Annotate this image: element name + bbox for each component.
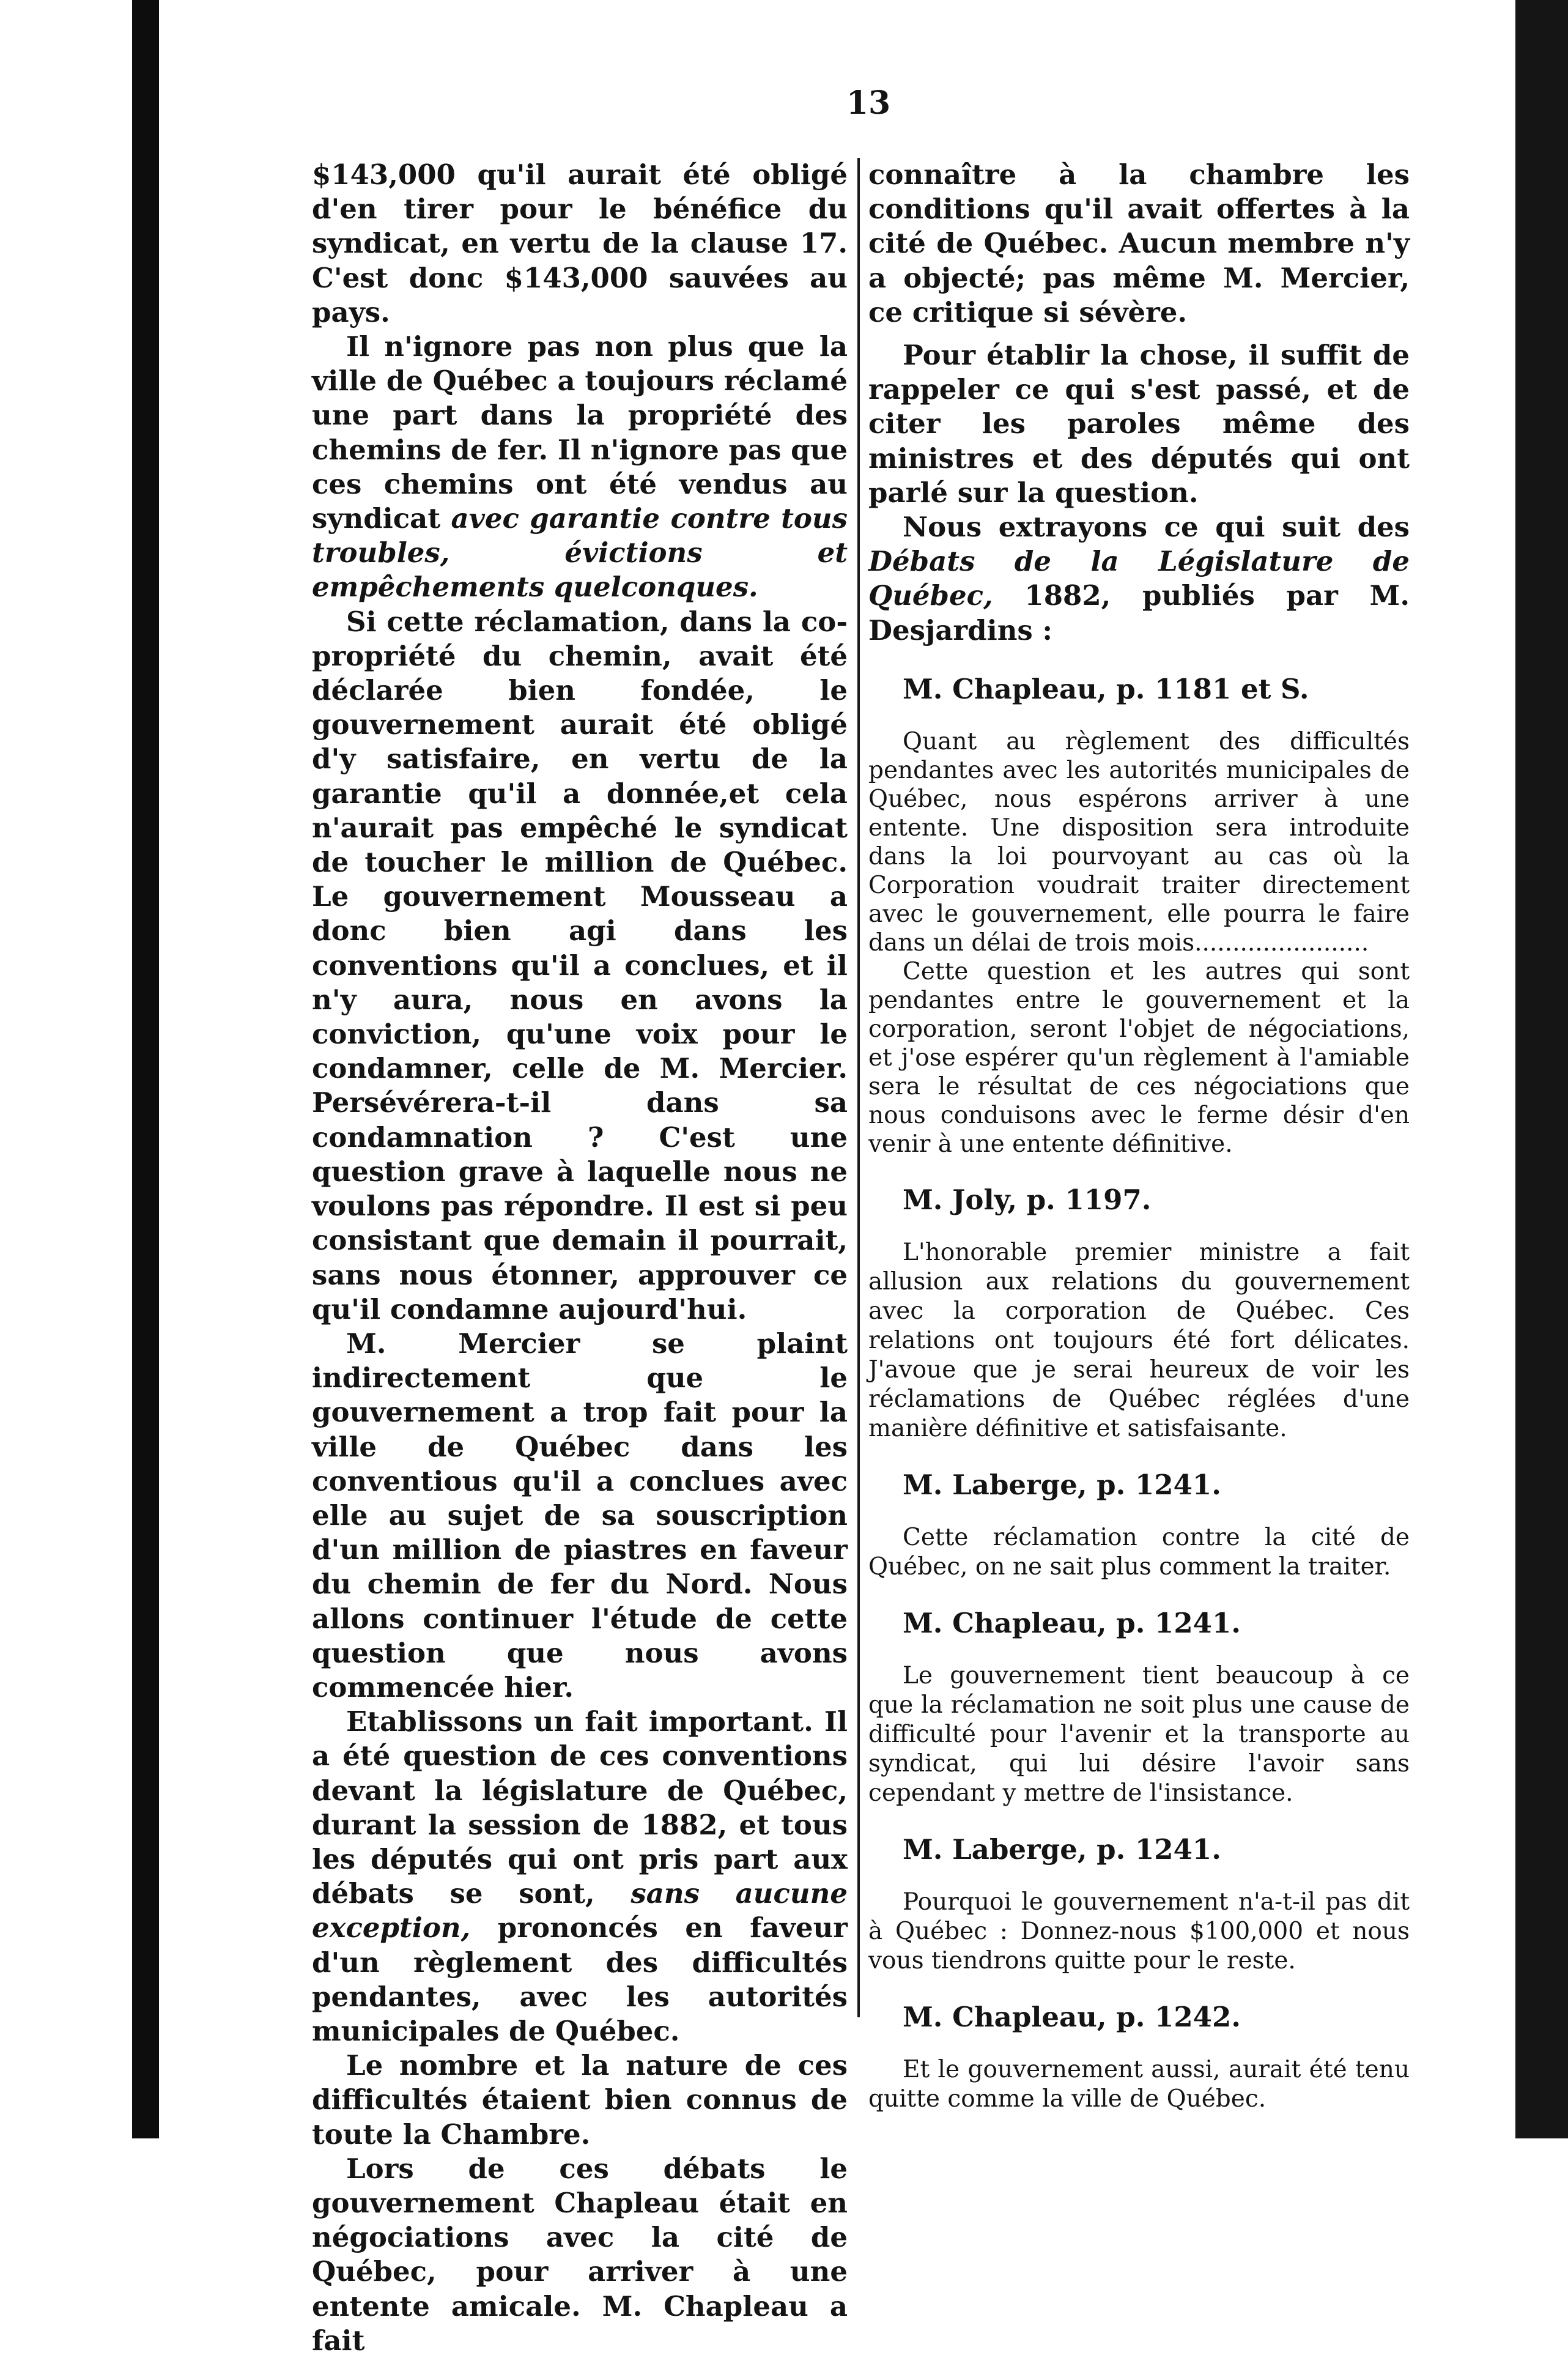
paragraph: connaître à la chambre les conditions qu'il avait offertes à la cité de Québec. Aucun membre n'y a objecté; pas même M. Mercier, ce critique si sévère.: [868, 158, 1410, 328]
speaker-heading: M. Joly, p. 1197.: [903, 1183, 1152, 1216]
paragraph: [312, 1705, 848, 2048]
right-column: [868, 158, 1410, 2114]
page-number: 13: [846, 84, 891, 122]
scan-right-edge: [1515, 0, 1568, 2138]
quote-paragraph: Et le gouvernement aussi, aurait été tenu quitte comme la ville de Québec.: [868, 2055, 1410, 2113]
paragraph: Pour établir la chose, il suffit de rappeler ce qui s'est passé, et de citer les paroles même des ministres et des députés qui ont parlé sur la question.: [868, 339, 1410, 509]
italic-text: avec garantie contre tous troubles, évictions et empêchements quelconques.: [312, 502, 848, 604]
speaker-heading: M. Laberge, p. 1241.: [903, 1833, 1221, 1866]
text-run: Il n'ignore pas non plus que la ville de Québec a toujours réclamé une part dans la propriété des chemins de fer. Il n'ignore pas que ces chemins ont été vendus au syndicat: [312, 330, 848, 535]
paragraph: $143,000 qu'il aurait été obligé d'en tirer pour le bénéfice du syndicat, en vertu de la clause 17. C'est donc $143,000 sauvées au pays.: [312, 158, 848, 328]
speaker-heading: M. Chapleau, p. 1242.: [903, 2000, 1241, 2033]
quote-paragraph: L'honorable premier ministre a fait allusion aux relations du gouvernement avec la corporation de Québec. Ces relations ont toujours été fort délicates. J'avoue que je serai heureux de voir les réclamations de Québec réglées d'une manière définitive et satisfaisante.: [868, 1238, 1410, 1442]
column-divider: [857, 158, 860, 2017]
speaker-heading: M. Chapleau, p. 1241.: [903, 1606, 1241, 1639]
text-run: Nous extrayons ce qui suit des: [903, 511, 1410, 544]
italic-text: sans aucune exception,: [312, 1877, 848, 1945]
quote-paragraph: Le gouvernement tient beaucoup à ce que la réclamation ne soit plus une cause de difficulté pour l'avenir et la transporte au syndicat, qui lui désire l'avoir sans cependant y mettre de l'insistance.: [868, 1661, 1410, 1807]
paragraph: M. Mercier se plaint indirectement que le gouvernement a trop fait pour la ville de Québec dans les conventious qu'il a conclues avec elle au sujet de sa souscription d'un million de piastres en faveur du chemin de fer du Nord. Nous allons continuer l'étude de cette question que nous avons commencée hier.: [312, 1327, 848, 1704]
text-run: Etablissons un fait important. Il a été question de ces conventions devant la législature de Québec, durant la session de 1882, et tous les députés qui ont pris part aux débats se sont,: [312, 1705, 848, 1910]
quote-paragraph: Pourquoi le gouvernement n'a-t-il pas dit à Québec : Donnez-nous $100,000 et nous vous tiendrons quitte pour le reste.: [868, 1888, 1410, 1974]
quote-paragraph: Quant au règlement des difficultés pendantes avec les autorités municipales de Québec, nous espérons arriver à une entente. Une disposition sera introduite dans la loi pourvoyant au cas où la Corporation voudrait traiter directement avec le gouvernement, elle pourra le faire dans un délai de trois mois.......................: [868, 727, 1410, 957]
paragraph: Le nombre et la nature de ces difficultés étaient bien connus de toute la Chambre.: [312, 2049, 848, 2151]
paragraph: [868, 510, 1410, 648]
quote-paragraph: Cette réclamation contre la cité de Québec, on ne sait plus comment la traiter.: [868, 1523, 1410, 1581]
speaker-heading: M. Laberge, p. 1241.: [903, 1468, 1221, 1501]
speaker-heading: M. Chapleau, p. 1181 et S.: [903, 672, 1309, 705]
paragraph: [312, 330, 848, 605]
left-column: [312, 158, 848, 2358]
text-run: prononcés en faveur d'un règlement des difficultés pendantes, avec les autorités municipales de Québec.: [312, 1911, 848, 2047]
quote-paragraph: Cette question et les autres qui sont pendantes entre le gouvernement et la corporation, seront l'objet de négociations, et j'ose espérer qu'un règlement à l'amiable sera le résultat de ces négociations que nous conduisons avec le ferme désir d'en venir à une entente définitive.: [868, 957, 1410, 1158]
paragraph: Lors de ces débats le gouvernement Chapleau était en négociations avec la cité de Québec, pour arriver à une entente amicale. M. Chapleau a fait: [312, 2152, 848, 2357]
paragraph: Si cette réclamation, dans la co-propriété du chemin, avait été déclarée bien fondée, le gouvernement aurait été obligé d'y satisfaire, en vertu de la garantie qu'il a donnée,et cela n'aurait pas empêché le syndicat de toucher le million de Québec. Le gouvernement Mousseau a donc bien agi dans les conventions qu'il a conclues, et il n'y aura, nous en avons la conviction, qu'une voix pour le condamner, celle de M. Mercier. Persévérera-t-il dans sa condamnation ? C'est une question grave à laquelle nous ne voulons pas répondre. Il est si peu consistant que demain il pourrait, sans nous étonner, approuver ce qu'il condamne aujourd'hui.: [312, 605, 848, 1325]
text-run: 1882, publiés par M. Desjardins :: [868, 579, 1410, 647]
italic-text: Débats de la Législature de Québec,: [868, 545, 1410, 612]
scan-left-edge: [132, 0, 159, 2138]
